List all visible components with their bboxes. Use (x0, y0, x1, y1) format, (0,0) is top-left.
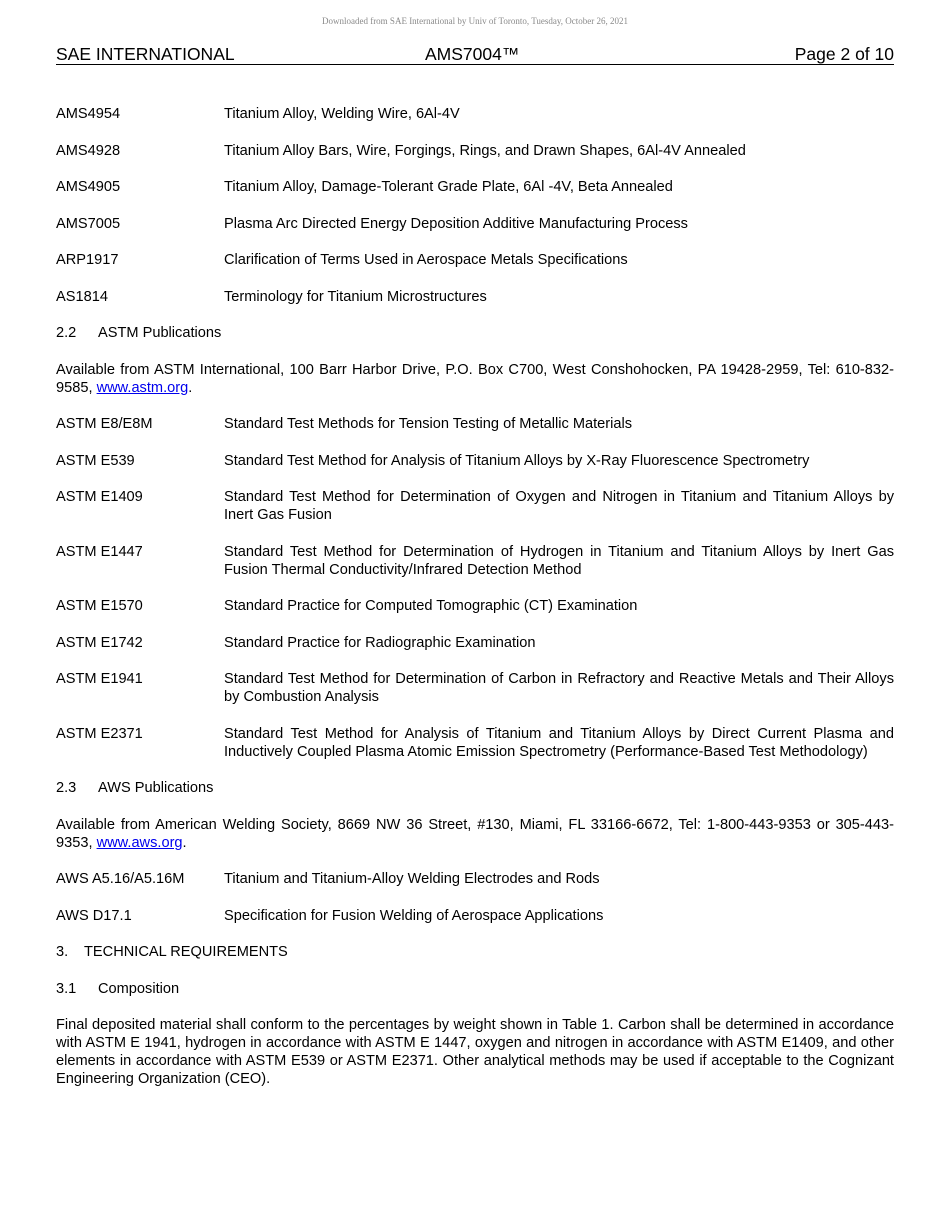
header-page-number: Page 2 of 10 (794, 44, 894, 64)
reference-item (56, 670, 894, 706)
reference-code: ARP1917 (56, 252, 119, 268)
document-body (56, 105, 894, 1107)
aws-reference-list (56, 870, 894, 925)
download-watermark: Downloaded from SAE International by Univ of Toronto, Tuesday, October 26, 2021 (321, 16, 629, 26)
reference-code: ASTM E1447 (56, 543, 143, 560)
aws-availability-paragraph (56, 816, 894, 852)
aws-availability-end: . (182, 834, 187, 851)
reference-code: ASTM E1941 (56, 671, 143, 687)
section-number: 3.1 (56, 980, 77, 997)
section-heading-2-2 (56, 324, 894, 342)
reference-item (56, 452, 894, 470)
aws-availability-text: Available from American Welding Society, 8669 NW 36 Street, #130, Miami, FL 33166-6672, Tel: 1-800-443-9353 or 305-443-9353, (56, 816, 894, 851)
reference-item (56, 178, 894, 196)
reference-title: Standard Test Method for Determination of Hydrogen in Titanium and Titanium Alloys by Inert Gas Fusion Thermal Conductivity/Infrared Detection Method (224, 543, 894, 578)
reference-item (56, 251, 894, 269)
reference-item (56, 543, 894, 579)
reference-title: Plasma Arc Directed Energy Deposition Additive Manufacturing Process (224, 215, 688, 232)
composition-paragraph: Final deposited material shall conform to the percentages by weight shown in Table 1. Carbon shall be determined in accordance with ASTM E 1941, hydrogen in accordance with ASTM E 1447, oxygen and nitrogen in accordance with ASTM E1409, and other elements in accordance with ASTM E539 or ASTM E2371. Other analytical methods may be used if acceptable to the Cognizant Engineering Organization (CEO). (56, 1017, 894, 1087)
reference-title: Terminology for Titanium Microstructures (224, 288, 487, 305)
astm-link[interactable]: www.astm.org (96, 379, 189, 396)
reference-code: ASTM E539 (56, 452, 135, 469)
reference-title: Standard Test Method for Analysis of Titanium and Titanium Alloys by Direct Current Plasma and Inductively Coupled Plasma Atomic Emission Spectrometry (Performance-Based Test Methodology) (224, 725, 894, 760)
reference-title: Titanium Alloy Bars, Wire, Forgings, Rings, and Drawn Shapes, 6Al-4V Annealed (224, 142, 746, 159)
reference-code: ASTM E1409 (56, 489, 143, 505)
astm-availability-paragraph (56, 361, 894, 397)
reference-title: Titanium Alloy, Damage-Tolerant Grade Plate, 6Al -4V, Beta Annealed (224, 179, 673, 195)
reference-item (56, 288, 894, 306)
reference-item (56, 415, 894, 433)
reference-title: Standard Test Method for Determination of Oxygen and Nitrogen in Titanium and Titanium Alloys by Inert Gas Fusion (224, 489, 894, 523)
reference-code: AMS4928 (56, 142, 121, 159)
section-title: AWS Publications (98, 780, 214, 796)
astm-reference-list (56, 415, 894, 761)
section-heading-3 (56, 943, 894, 961)
reference-item (56, 597, 894, 615)
reference-title: Clarification of Terms Used in Aerospace Metals Specifications (224, 252, 628, 268)
reference-item (56, 215, 894, 233)
page-header (56, 44, 894, 65)
header-org: SAE INTERNATIONAL (56, 44, 235, 64)
reference-code: ASTM E1570 (56, 598, 143, 614)
reference-title: Specification for Fusion Welding of Aerospace Applications (224, 907, 604, 924)
reference-title: Standard Practice for Computed Tomographic (CT) Examination (224, 598, 638, 614)
section-number: 2.2 (56, 325, 77, 341)
reference-code: AMS4905 (56, 179, 121, 195)
reference-title: Titanium Alloy, Welding Wire, 6Al-4V (224, 106, 460, 122)
section-title: Composition (98, 980, 180, 997)
reference-item (56, 634, 894, 652)
header-doc-id: AMS7004™ (425, 44, 520, 64)
reference-code: AWS A5.16/A5.16M (56, 871, 185, 887)
reference-title: Standard Practice for Radiographic Examination (224, 634, 536, 651)
ams-reference-list (56, 105, 894, 306)
section-number: 2.3 (56, 780, 77, 796)
reference-item (56, 725, 894, 761)
reference-title: Standard Test Method for Determination of Carbon in Refractory and Reactive Metals and Their Alloys by Combustion Analysis (224, 671, 894, 705)
aws-link[interactable]: www.aws.org (96, 834, 183, 851)
reference-code: AMS7005 (56, 215, 121, 232)
section-title: TECHNICAL REQUIREMENTS (84, 944, 288, 960)
reference-item (56, 907, 894, 925)
reference-item (56, 142, 894, 160)
reference-code: AWS D17.1 (56, 907, 132, 924)
section-heading-2-3 (56, 779, 894, 797)
reference-code: AS1814 (56, 288, 108, 305)
astm-availability-text: Available from ASTM International, 100 Barr Harbor Drive, P.O. Box C700, West Conshohocken, PA 19428-2959, Tel: 610-832-9585, (56, 361, 894, 396)
reference-code: ASTM E2371 (56, 725, 143, 742)
reference-title: Titanium and Titanium-Alloy Welding Electrodes and Rods (224, 871, 600, 887)
reference-item (56, 870, 894, 888)
reference-code: ASTM E1742 (56, 634, 143, 651)
section-heading-3-1 (56, 980, 894, 998)
reference-title: Standard Test Method for Analysis of Titanium Alloys by X-Ray Fluorescence Spectrometry (224, 452, 810, 469)
section-number: 3. (56, 944, 69, 960)
reference-title: Standard Test Methods for Tension Testing of Metallic Materials (224, 416, 633, 432)
reference-code: AMS4954 (56, 106, 121, 122)
section-title: ASTM Publications (98, 325, 222, 341)
astm-availability-end: . (188, 379, 193, 396)
reference-item (56, 105, 894, 123)
reference-item (56, 488, 894, 524)
reference-code: ASTM E8/E8M (56, 416, 153, 432)
